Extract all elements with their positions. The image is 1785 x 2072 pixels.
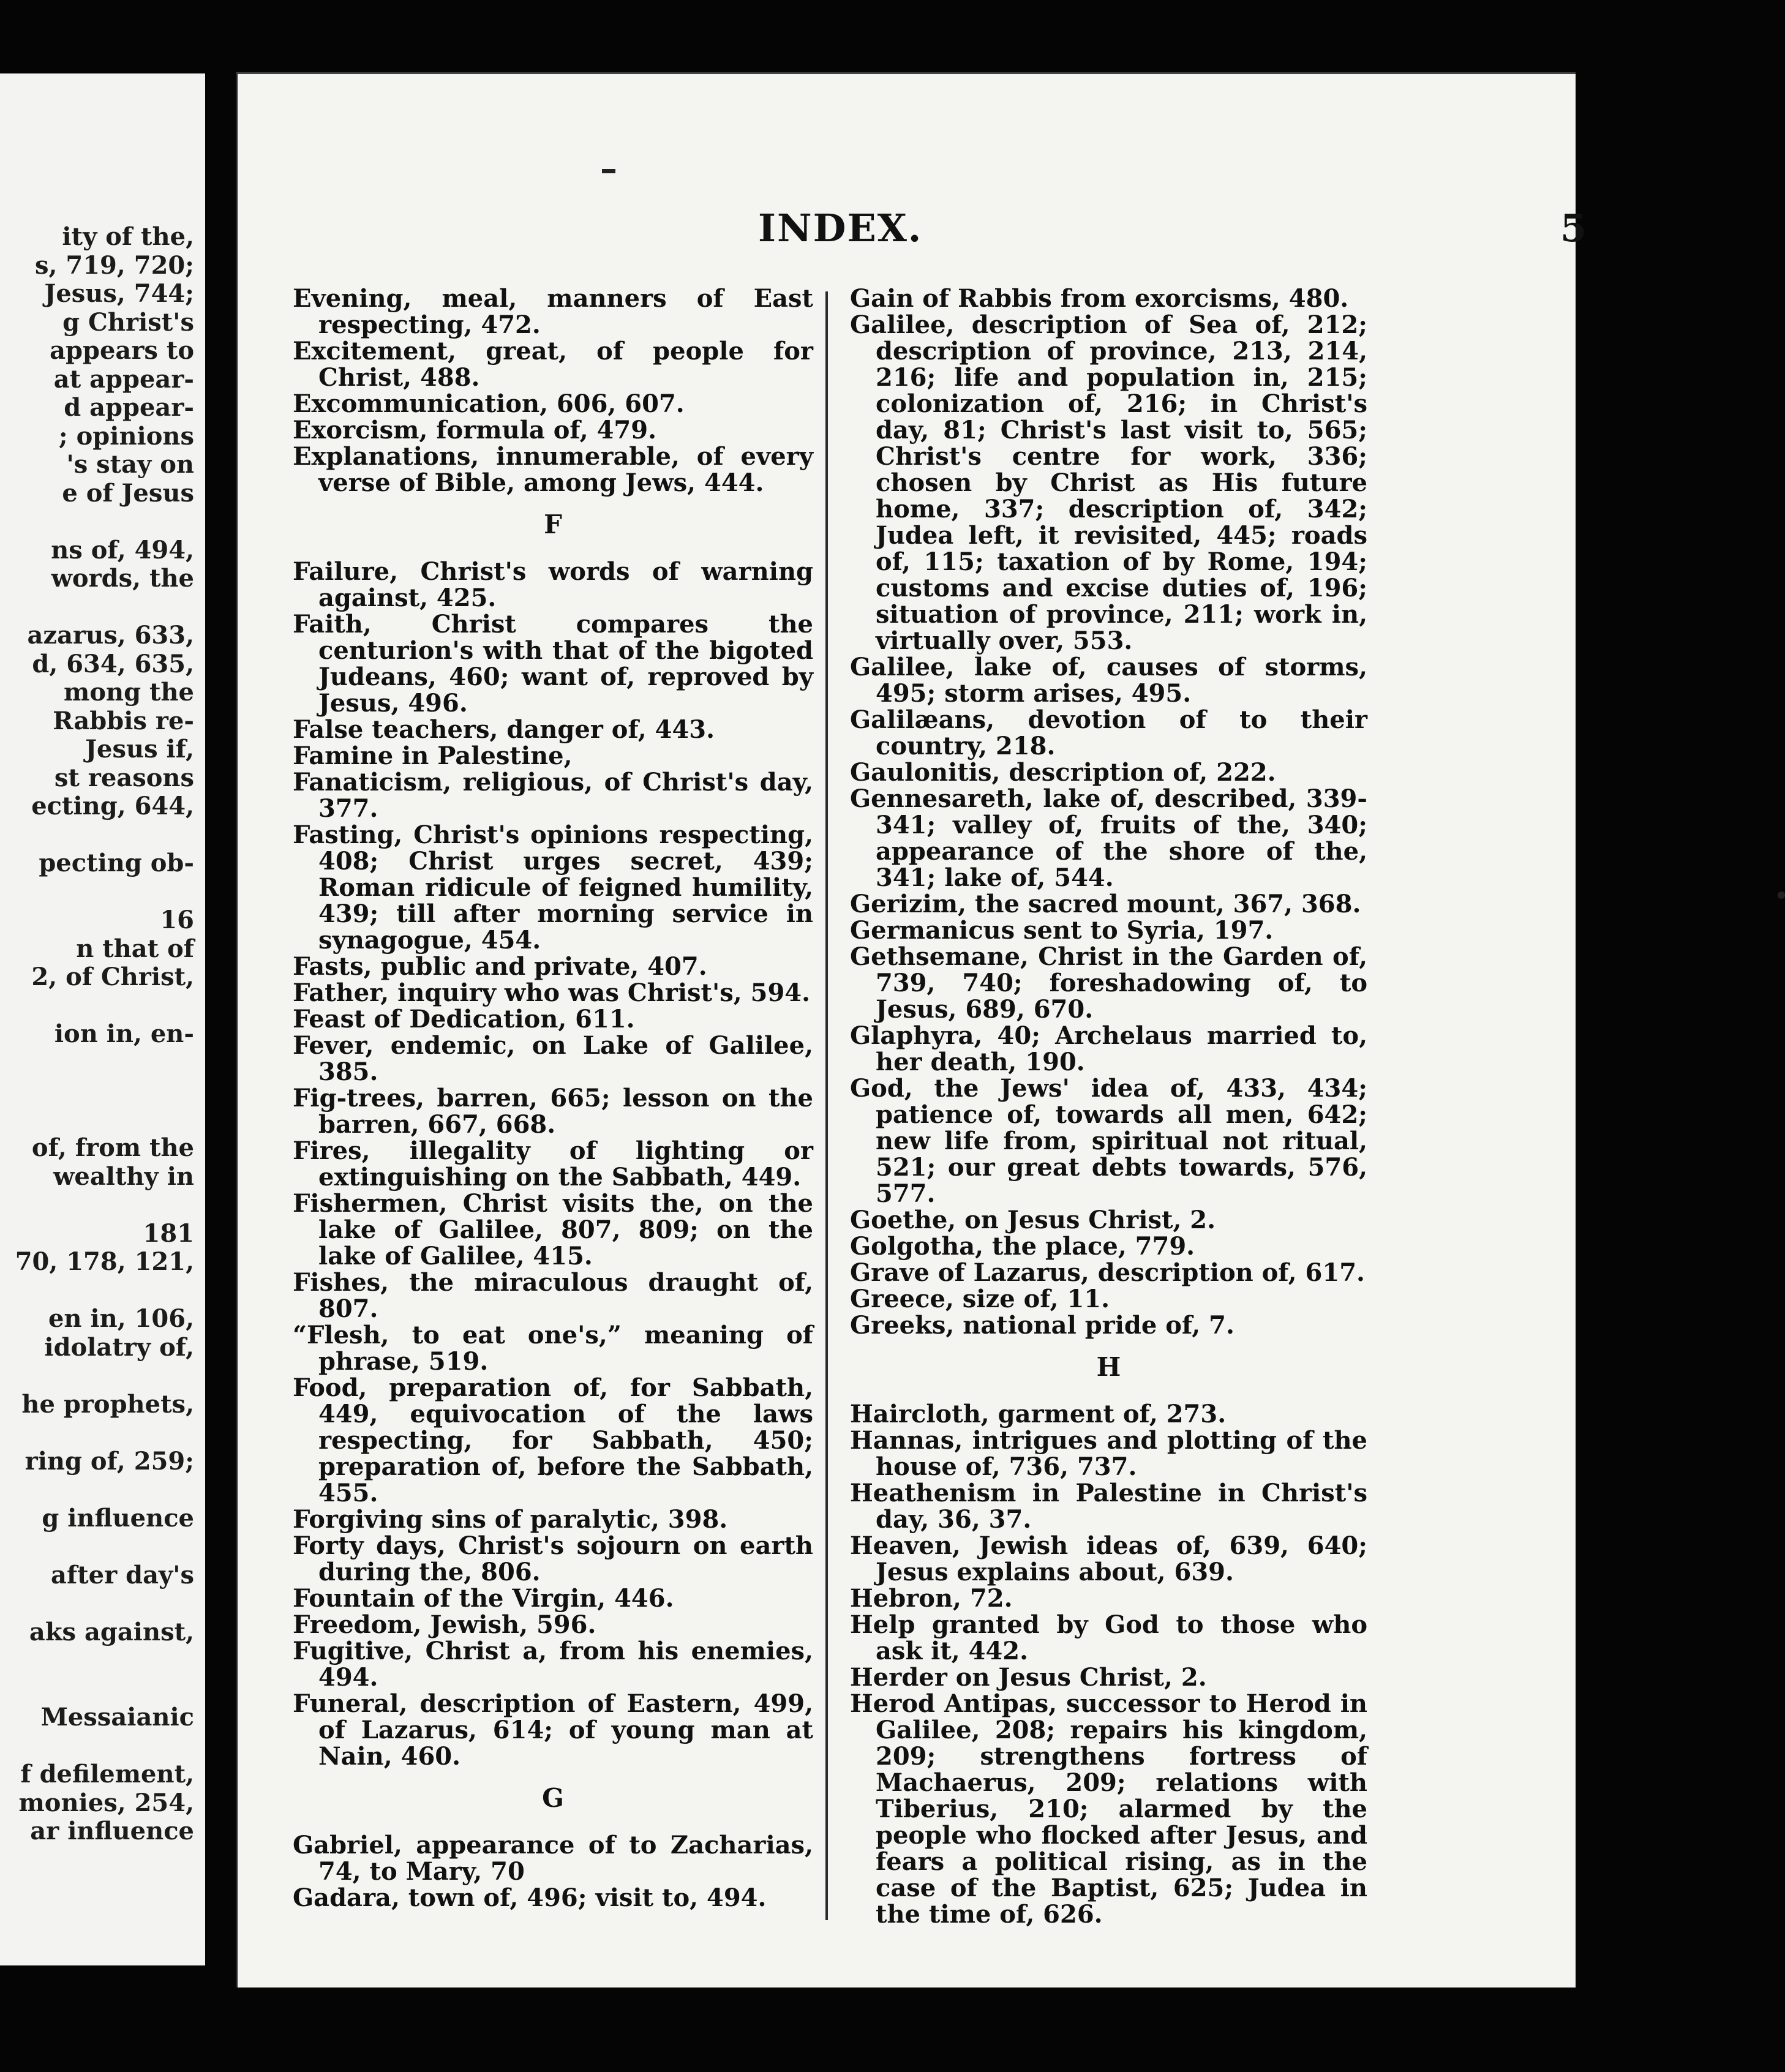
facing-page-line: words, the: [51, 564, 194, 593]
index-entry: Heaven, Jewish ideas of, 639, 640; Jesus explains about, 639.: [850, 1531, 1367, 1586]
index-entry: Gain of Rabbis from exorcisms, 480.: [850, 284, 1349, 313]
index-entry: Fanaticism, religious, of Christ's day, 377.: [293, 768, 813, 823]
facing-page-line: 70, 178, 121,: [15, 1247, 194, 1276]
index-entry: “Flesh, to eat one's,” meaning of phrase, 519.: [293, 1321, 813, 1376]
index-entry: Hebron, 72.: [850, 1584, 1013, 1613]
index-entry: Greece, size of, 11.: [850, 1285, 1110, 1313]
facing-page-line: 181: [143, 1218, 194, 1248]
index-entry: Forty days, Christ's sojourn on earth during the, 806.: [293, 1531, 813, 1586]
page-title: INDEX.: [758, 206, 923, 250]
index-entry: Gethsemane, Christ in the Garden of, 739, 740; foreshadowing of, to Jesus, 689, 670.: [850, 942, 1367, 1024]
index-entry: False teachers, danger of, 443.: [293, 715, 715, 744]
index-entry: Galilee, lake of, causes of storms, 495; storm arises, 495.: [850, 653, 1367, 708]
facing-page-line: ar influence: [30, 1817, 194, 1845]
facing-page-line: ecting, 644,: [31, 792, 194, 820]
index-entry: Feast of Dedication, 611.: [293, 1005, 635, 1034]
index-entry: Faith, Christ compares the centurion's with that of the bigoted Judeans, 460; want of, reproved by Jesus, 496.: [293, 610, 813, 718]
facing-page-line: wealthy in: [53, 1162, 194, 1191]
index-entry: Fires, illegality of lighting or extinguishing on the Sabbath, 449.: [293, 1136, 813, 1192]
facing-page-line: 's stay on: [66, 450, 194, 479]
index-entry: Herod Antipas, successor to Herod in Galilee, 208; repairs his kingdom, 209; strengthens fortress of Machaerus, 209; relations with Tiberius, 210; alarmed by the people who flocked after Jesus, and fears a political rising, as in the case of the Baptist, 625; Judea in the time of, 626.: [850, 1689, 1367, 1929]
facing-page-line: idolatry of,: [44, 1332, 194, 1362]
facing-page-line: azarus, 633,: [27, 621, 194, 650]
facing-page-line: e of Jesus: [62, 478, 194, 508]
index-entry: Haircloth, garment of, 273.: [850, 1400, 1227, 1428]
facing-page-line: mong the: [64, 678, 194, 707]
index-entry: Freedom, Jewish, 596.: [293, 1610, 596, 1639]
facing-page-line: g Christ's: [62, 307, 194, 337]
facing-page-line: Rabbis re-: [53, 706, 194, 735]
facing-page-line: n that of: [76, 934, 194, 963]
facing-page-line: ion in, en-: [54, 1019, 194, 1048]
facing-page-line: 2, of Christ,: [31, 963, 194, 991]
section-letter: G: [542, 1783, 564, 1813]
section-letter: H: [1096, 1352, 1121, 1382]
index-column-left: [293, 285, 813, 1911]
index-entry: Fig-trees, barren, 665; lesson on the barren, 667, 668.: [293, 1084, 813, 1139]
index-entry: Gerizim, the sacred mount, 367, 368.: [850, 890, 1361, 918]
index-entry: Fasting, Christ's opinions respecting, 408; Christ urges secret, 439; Roman ridicule of feigned humility, 439; till after morning service in synagogue, 454.: [293, 820, 813, 955]
index-entry: Excitement, great, of people for Christ, 488.: [293, 337, 813, 392]
facing-page-line: en in, 106,: [48, 1304, 194, 1333]
facing-page-line: aks against,: [29, 1617, 194, 1646]
index-entry: Galilee, description of Sea of, 212; description of province, 213, 214, 216; life and population in, 215; colonization of, 216; in Christ's day, 81; Christ's last visit to, 565; Christ's centre for work, 336; chosen by Christ as His future home, 337; description of, 342; Judea left, it revisited, 445; roads of, 115; taxation of by Rome, 194; customs and excise duties of, 196; situation of province, 211; work in, virtually over, 553.: [850, 310, 1367, 655]
index-entry: Golgotha, the place, 779.: [850, 1232, 1195, 1261]
facing-page-line: ; opinions: [58, 421, 194, 451]
index-entry: Fasts, public and private, 407.: [293, 952, 707, 981]
index-entry: Gabriel, appearance of to Zacharias, 74, to Mary, 70: [293, 1831, 813, 1886]
facing-page-line: Messaianic: [40, 1703, 194, 1732]
index-entry: Exorcism, formula of, 479.: [293, 416, 657, 445]
index-entry: Goethe, on Jesus Christ, 2.: [850, 1206, 1216, 1234]
index-entry: God, the Jews' idea of, 433, 434; patience of, towards all men, 642; new life from, spiritual not ritual, 521; our great debts towards, 576, 577.: [850, 1074, 1367, 1208]
index-entry: Gennesareth, lake of, described, 339-341; valley of, fruits of the, 340; appearance of the shore of the, 341; lake of, 544.: [850, 784, 1367, 892]
index-entry: Fugitive, Christ a, from his enemies, 494.: [293, 1637, 813, 1692]
facing-page-line: pecting ob-: [39, 849, 194, 877]
ink-speck: [1778, 891, 1785, 899]
page-number: 5: [1560, 206, 1587, 250]
index-entry: Father, inquiry who was Christ's, 594.: [293, 978, 811, 1007]
index-entry: Fountain of the Virgin, 446.: [293, 1584, 674, 1613]
facing-page-line: at appear-: [53, 364, 194, 394]
index-entry: Funeral, description of Eastern, 499, of Lazarus, 614; of young man at Nain, 460.: [293, 1689, 813, 1771]
index-entry: Fishes, the miraculous draught of, 807.: [293, 1268, 813, 1323]
facing-page-line: Jesus, 744;: [44, 279, 194, 308]
facing-page-line: ns of, 494,: [51, 535, 194, 565]
index-entry: Gadara, town of, 496; visit to, 494.: [293, 1883, 767, 1912]
index-entry: Famine in Palestine,: [293, 741, 573, 770]
facing-page-line: ity of the,: [62, 222, 194, 251]
index-entry: Help granted by God to those who ask it, 442.: [850, 1610, 1367, 1665]
index-entry: Explanations, innumerable, of every verse of Bible, among Jews, 444.: [293, 442, 813, 497]
facing-page-line: of, from the: [31, 1133, 194, 1162]
index-entry: Food, preparation of, for Sabbath, 449, equivocation of the laws respecting, for Sabbath, 450; preparation of, before the Sabbath, 455.: [293, 1373, 813, 1507]
index-entry: Herder on Jesus Christ, 2.: [850, 1663, 1207, 1692]
index-entry: Hannas, intrigues and plotting of the house of, 736, 737.: [850, 1426, 1367, 1481]
facing-page-line: monies, 254,: [18, 1788, 194, 1817]
index-entry: Galilæans, devotion of to their country, 218.: [850, 705, 1367, 760]
facing-page-line: he prophets,: [21, 1389, 194, 1419]
facing-page-line: st reasons: [54, 763, 194, 792]
facing-page-line: Jesus if,: [85, 735, 194, 764]
facing-page-line: appears to: [50, 336, 194, 365]
index-entry: Germanicus sent to Syria, 197.: [850, 916, 1274, 945]
index-entry: Failure, Christ's words of warning against, 425.: [293, 557, 813, 612]
printer-mark: [602, 169, 615, 173]
facing-page-line: after day's: [51, 1560, 194, 1590]
facing-page-fragment: [0, 73, 205, 1965]
index-entry: Glaphyra, 40; Archelaus married to, her death, 190.: [850, 1021, 1367, 1076]
facing-page-line: 16: [160, 906, 194, 934]
index-entry: Excommunication, 606, 607.: [293, 389, 685, 418]
facing-page-line: g influence: [42, 1503, 194, 1533]
index-entry: Forgiving sins of paralytic, 398.: [293, 1505, 728, 1534]
section-letter: F: [544, 509, 562, 539]
facing-page-line: d, 634, 635,: [32, 649, 194, 678]
index-column-right: [850, 285, 1367, 1927]
index-page: [236, 72, 1587, 1988]
facing-page-line: d appear-: [64, 393, 194, 422]
column-rule: [825, 291, 828, 1920]
index-entry: Gaulonitis, description of, 222.: [850, 758, 1276, 787]
index-entry: Grave of Lazarus, description of, 617.: [850, 1258, 1365, 1287]
facing-page-line: ring of, 259;: [24, 1446, 194, 1476]
facing-page-line: f defilement,: [20, 1760, 194, 1789]
index-entry: Fever, endemic, on Lake of Galilee, 385.: [293, 1031, 813, 1086]
index-entry: Greeks, national pride of, 7.: [850, 1311, 1234, 1340]
index-entry: Evening, meal, manners of East respecting, 472.: [293, 284, 813, 339]
index-entry: Heathenism in Palestine in Christ's day, 36, 37.: [850, 1479, 1367, 1534]
facing-page-line: s, 719, 720;: [35, 250, 194, 280]
index-entry: Fishermen, Christ visits the, on the lake of Galilee, 807, 809; on the lake of Galilee, 415.: [293, 1189, 813, 1271]
